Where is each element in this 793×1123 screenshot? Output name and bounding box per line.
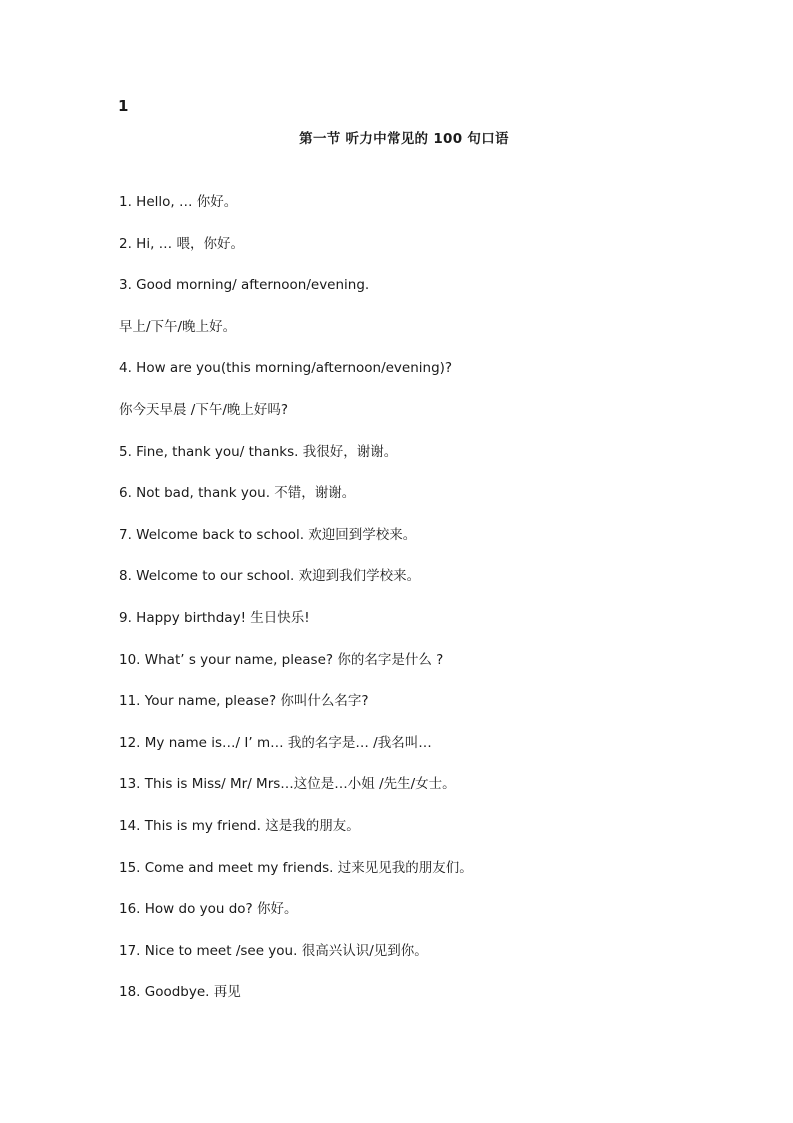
phrase-line: 6. Not bad, thank you. 不错，谢谢。	[119, 485, 356, 502]
phrase-line: 13. This is Miss/ Mr/ Mrs…这位是…小姐 /先生/女士。	[119, 776, 456, 793]
phrase-line: 3. Good morning/ afternoon/evening.	[119, 277, 370, 294]
phrase-line: 9. Happy birthday! 生日快乐!	[119, 609, 310, 626]
phrase-line: 5. Fine, thank you/ thanks. 我很好，谢谢。	[119, 443, 398, 460]
phrase-line: 16. How do you do? 你好。	[119, 901, 298, 918]
phrase-line: 12. My name is…/ I’ m… 我的名字是… /我名叫…	[119, 734, 432, 751]
phrase-line: 11. Your name, please? 你叫什么名字?	[119, 693, 369, 710]
phrase-list	[119, 192, 739, 1024]
phrase-line: 7. Welcome back to school. 欢迎回到学校来。	[119, 526, 417, 543]
phrase-line: 你今天早晨 /下午/晚上好吗?	[119, 401, 289, 418]
page-number: 1	[118, 97, 129, 115]
phrase-line: 18. Goodbye. 再见	[119, 984, 241, 1001]
phrase-line: 早上/下午/晚上好。	[119, 318, 237, 335]
phrase-line: 15. Come and meet my friends. 过来见见我的朋友们。	[119, 859, 473, 876]
section-title: 第一节 听力中常见的 100 句口语	[299, 131, 509, 147]
phrase-line: 4. How are you(this morning/afternoon/evening)?	[119, 360, 453, 377]
phrase-line: 1. Hello, … 你好。	[119, 194, 238, 210]
phrase-line: 14. This is my friend. 这是我的朋友。	[119, 817, 360, 834]
phrase-line: 8. Welcome to our school. 欢迎到我们学校来。	[119, 568, 421, 585]
phrase-line: 2. Hi, … 喂，你好。	[119, 235, 244, 252]
phrase-line: 10. What’ s your name, please? 你的名字是什么 ?	[119, 651, 444, 668]
phrase-line: 17. Nice to meet /see you. 很高兴认识/见到你。	[119, 942, 428, 959]
